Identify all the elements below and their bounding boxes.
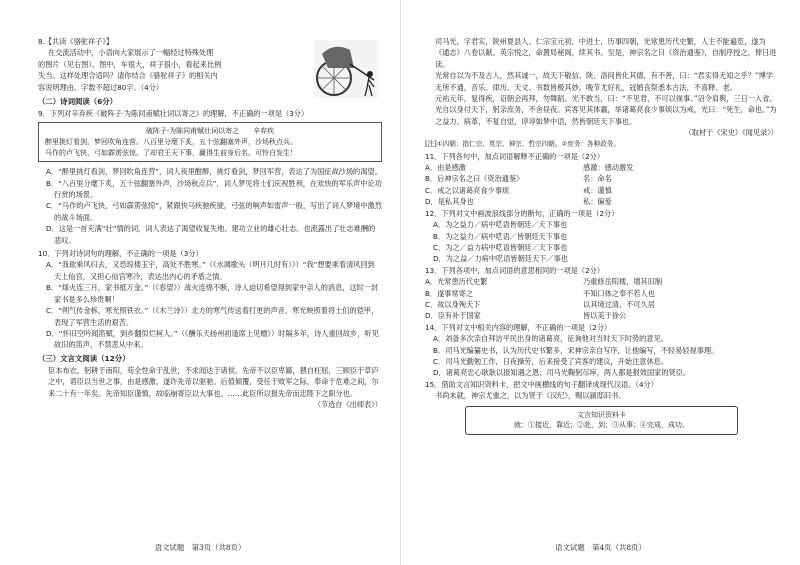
page-footer: 语文试题 第4页（共8页） [555,543,646,552]
q14-option-d: D．诸葛亮忠心耿耿以报知遇之恩；司马光鞠躬尽瘁，两人都是报效国家的贤臣。 [433,368,691,378]
q10-option-b: B．“烽火连三月，家书抵万金。”（《春望》）战火连绵不断，诗人迫切希望得到家中亲人的消息，这时一封家书是多么珍贵啊！ [46,283,379,304]
question-10 [38,248,382,351]
q13-stem: 13．下列各项中，加点词语的意思相同的一项是（2分） [425,265,605,275]
q11-option-d-gloss: 私：偏爱 [583,197,612,207]
question-9 [38,108,382,246]
q8-line: 失当。这样处理合适吗？请你结合《骆驼祥子》的相关内 [38,71,218,81]
q11-stem: 11．下列各句中，加点词语解释不正确的一项是（2分） [425,151,605,161]
poem-title: 破阵子·为陈同甫赋壮词以寄之 辛弃疾 [145,127,275,136]
question-14 [425,322,778,379]
knowledge-card-title: 文言知识资料卡 [577,410,626,419]
q11-option-b [425,173,778,184]
passage-2-para: 司马光，字君实，陕州夏县人。仁宗宝元初，中进士，历事四朝，光常患历代史繁，人主不能遍览，遂为《通志》八卷以献。英宗悦之，命置局秘阁，续其书。至是，神宗名之曰《资治通鉴》，自制序授之，俾日进读。 [435,37,777,69]
poem-line: 马作的卢飞快，弓如霹雳弦惊。了却君王天下事，赢得生前身后名。可怜白发生！ [45,148,297,157]
q11-option-a-phrase: A．由是感激 [425,163,466,173]
q13-option-d-right: 皆以美于徐公 [583,311,627,321]
question-15 [425,379,778,435]
passage-2-para: 元祐元年，复得疾，诏朝会再拜，勿舞蹈。光不敢当，曰：“不见君，不可以视事。”诏令肩舆，三日一入省。光自以身付天下，躬亲庶务，不舍昼夜。宾客见其体羸，举诸葛亮食少事烦以为戒，光曰：“死生，命也。”为之益力。病革，不复自觉，谆谆如梦中语，然皆朝廷天下事也。 [435,94,777,126]
poem-line: 醉里挑灯看剑，梦回吹角连营。八百里分麾下炙，五十弦翻塞外声，沙场秋点兵。 [45,138,297,147]
q9-option-a: A．“醉里挑灯看剑，梦回吹角连营”，词人夜里酣醉，挑灯看剑，梦回军营，表达了为国征战沙场的渴望。 [46,167,382,177]
q14-option-b: B．司马光编纂史书，认为历代史书繁多，宋神宗亲自写序，让他编写，不轻易轻视事理。 [433,345,719,355]
q13-option-c-right: 以其境过清，不可久居 [583,299,655,309]
q8-title: 8.【共读《骆驼祥子》】 [38,37,114,46]
knowledge-card-content: 就：①接近，靠近；②赴，到；③从事；④完成，成功。 [514,421,689,430]
q12-option-c: C．为之／益力病中呓语皆朝廷／天下事也 [433,242,568,252]
q13-option-b [425,288,778,299]
q13-option-d-left: D．臣有补于国家 [425,311,481,321]
q14-stem: 14．下列对文中相关内容的理解，不正确的一项是（2分） [425,322,612,332]
passage-2 [425,36,778,127]
page-4 [400,0,800,565]
question-12 [425,208,778,265]
q14-option-a: A．刘备多次亲自拜访平民出身的诸葛亮，征询他对当时天下时势的意见。 [433,334,668,344]
q10-option-a: A．“我欲乘风归去，又恐琼楼玉宇，高处不胜寒。”（《水调歌头（明月几时有）》）“我”想要乘着清风回到天上仙宫，又担心仙宫寒冷，表达出内心的矛盾之情。 [46,260,375,281]
q14-option-c: C．司马光勤勉工作，日夜操劳，后来接受了宾客的建议，开始注意休息。 [433,356,669,366]
section-3-title: （三）文言文阅读（12分） [38,353,130,363]
passage-2-source: （取材于《宋史》《闻见录》） [684,128,778,138]
q9-option-b: B．“八百里分麾下炙，五十弦翻塞外声，沙场秋点兵”，词人梦见将士们庆祝胜利，在欢快的军乐声中论功行赏的场景。 [46,178,382,200]
q12-option-d: D．为之益／力病中呓语皆朝廷天下／事也 [433,254,568,264]
page-footer: 语文试题 第3页（共8页） [154,543,246,552]
q13-option-a-left: A．光常患历代史繁 [425,277,488,287]
passage-2-para: 光常自以为不及古人，然其诚一，故天下敬信。陕、洛间皆化其德，有不善，曰：“君实得无知之乎？”博学无所不通，音乐、律历、天文、书数皆极其妙。晚节尤好礼，冠婚丧祭悉本古法，不喜释、老。 [435,71,773,92]
q10-option-c: C．“朔气传金柝，寒光照铁衣。”（《木兰诗》）北方的寒气传送着打更的声音，寒光映照着将士们的铠甲，表现了军营生活的艰苦。 [46,306,379,327]
q12-stem: 12．下列对文中画波浪线部分的断句，正确的一项是（2分） [425,208,619,218]
q11-option-c [425,185,778,196]
q9-option-d: D．这是一首充满“壮”情的词，词人表达了渴望收复失地、建功立业的雄心壮志。也流露出了壮志难酬的悲叹。 [46,224,376,245]
question-13 [425,265,778,322]
q9-stem: 9．下列对辛弃疾《破阵子·为陈同甫赋壮词以寄之》的理解，不正确的一项是（3分） [38,109,309,119]
q8-line: 的图片（见右图）。图中，车很大，祥子很小，看起来比例 [38,59,222,69]
knowledge-card [465,406,738,435]
poem-box [38,122,382,162]
q15-sentence: 书尚未就，神宗尤重之，以为贤于《汉纪》，赐以颍邸旧书。 [435,391,626,401]
q11-option-d [425,196,778,207]
passage-1: 臣本布衣，躬耕于南阳，苟全性命于乱世，不求闻达于诸侯。先帝不以臣卑鄙，猥自枉屈，三顾臣于草庐之中，谘臣以当世之事，由是感激，遂许先帝以驱驰。后值倾覆，受任于败军之际，奉命于危难之间，尔来二十有一年矣。先帝知臣谨慎，故临崩寄臣以大事也。……此臣所以报先帝而忠陛下之职分也。 [48,365,379,398]
q9-option-c: C．“马作的卢飞快，弓如霹雳弦惊”，紧跟快马疾驰疾驶，弓弦的响声如雷声一般，写出了词人梦境中激烈的战斗场面。 [46,201,382,222]
q13-option-c [425,299,778,310]
q13-option-a [425,276,778,287]
q13-option-b-left: B．遂事常寄之 [425,288,474,298]
q13-option-a-right: 乃重修岳阳楼，增其旧制 [583,277,663,287]
annotation-notes: [注]①四朝：指仁宗、英宗、神宗、哲宗四朝。②庶务：各种政务。 [425,140,620,149]
q13-option-c-left: C．故以身殉天下 [425,299,481,309]
q12-option-b: B．为之益力／病中呓语／皆朝廷天下事也 [433,231,568,241]
q13-option-d [425,310,778,321]
q11-option-b-phrase: B．后神宗名之曰《资治通鉴》 [425,174,524,184]
q10-option-d: D．“怀旧空吟闻笛赋，到乡翻似烂柯人。”（《酬乐天扬州初逢席上见赠》）时隔多年，诗人重回故乡，听见故旧的笛声，不禁悲从中来。 [46,328,379,350]
q15-stem: 15．借助文言知识资料卡，把文中画横线的句子翻译成现代汉语。（4分） [425,379,658,389]
rickshaw-illustration-icon [314,40,378,98]
q8-line: 容说明理由。字数不超过80字。（4分） [38,82,164,92]
question-11 [425,151,778,208]
q8-line: 在交流活动中，小语向大家展示了一幅经过特殊处理 [48,48,214,58]
q11-option-b-gloss: 名：命名 [583,174,612,184]
q10-stem: 10．下列对诗词句的理解，不正确的一项是（3分） [38,249,203,259]
q11-option-c-phrase: C．戒之以诸葛亮食少事烦 [425,185,510,195]
q11-option-a-gloss: 感激：感动激发 [583,163,634,173]
section-2-title: （二）诗词阅读（6分） [38,97,118,107]
q11-option-d-phrase: D．是私其身也 [425,197,474,207]
q11-option-c-gloss: 戒：谨慎 [583,185,612,195]
q12-option-a: A．为之益力／病中呓语皆朝廷／天下事也 [433,220,568,230]
passage-1-source: （节选自《出师表》） [313,399,382,409]
q11-option-a [425,162,778,173]
q13-option-b-right: 不知口体之奉不若人也 [583,288,655,298]
